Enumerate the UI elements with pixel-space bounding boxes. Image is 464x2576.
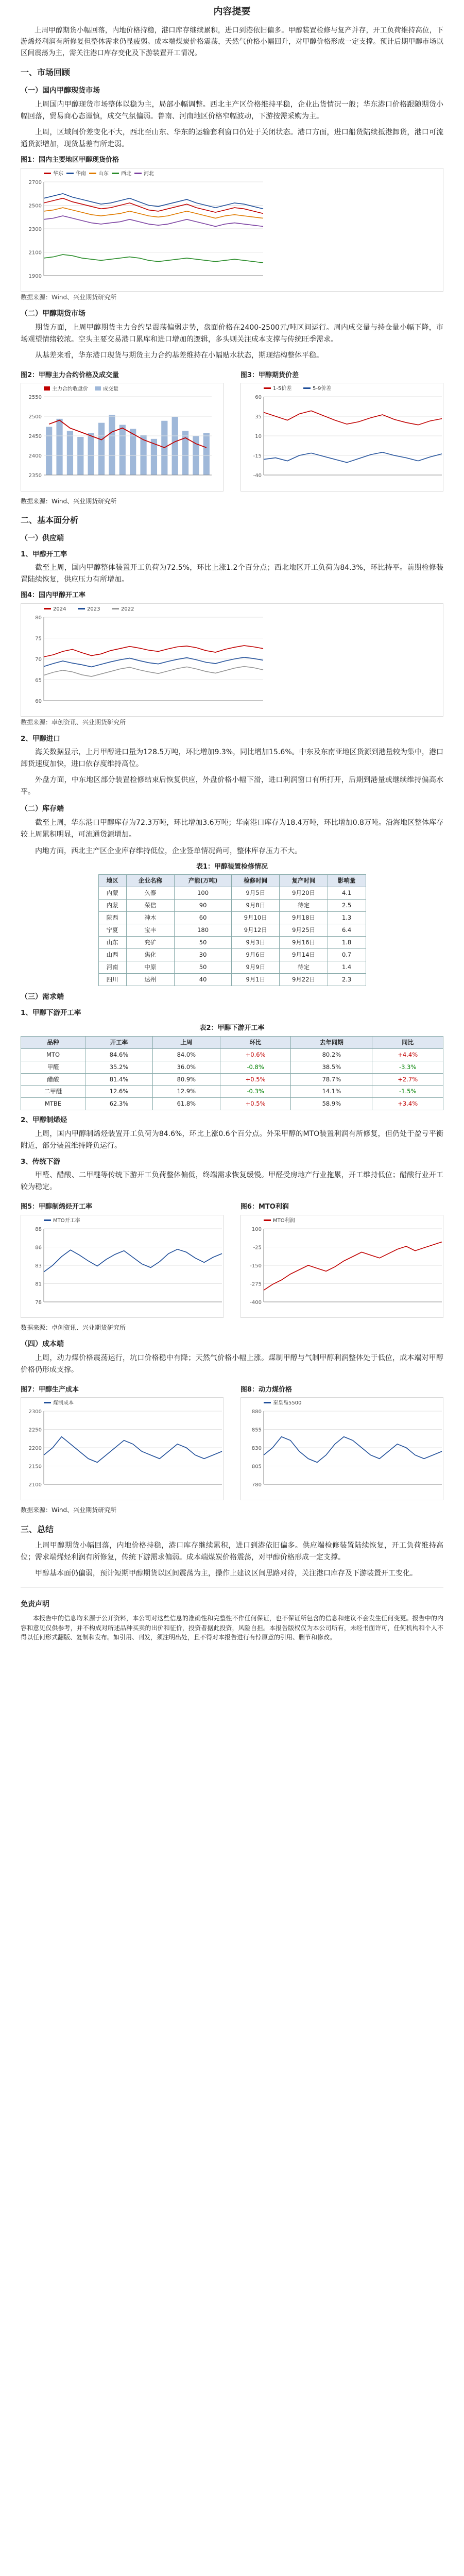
- maintenance-cell: 9月3日: [232, 936, 280, 948]
- chart-svg: [21, 604, 268, 712]
- downstream-cell: 80.9%: [152, 1073, 220, 1086]
- downstream-cell: 84.6%: [85, 1048, 153, 1061]
- downstream-cell: 醋酸: [21, 1073, 85, 1086]
- subsubsection-heading: 1、甲醇下游开工率: [21, 1008, 81, 1017]
- maintenance-cell: 9月6日: [232, 948, 280, 961]
- chart-svg: [21, 383, 227, 486]
- page-bottom-spacer: [21, 1647, 443, 1667]
- y-tick-label: 86: [35, 1245, 42, 1251]
- maintenance-cell: 1.8: [328, 936, 366, 948]
- series-line: [44, 666, 263, 676]
- y-tick-label: 2350: [28, 473, 42, 479]
- maintenance-cell: 9月8日: [232, 900, 280, 912]
- maintenance-cell: 90: [175, 900, 232, 912]
- legend-label: 2024: [53, 606, 66, 612]
- subsection-heading: （二）甲醇期货市场: [21, 309, 85, 318]
- legend-label: 成交量: [103, 386, 118, 393]
- legend-swatch: [44, 1219, 51, 1221]
- paragraph: 截至上周，国内甲醇整体装置开工负荷为72.5%，环比上涨1.2个百分点；西北地区开工负荷为84.3%，环比持平。前期检修装置陆续恢复，供应压力有所增加。: [21, 564, 443, 584]
- figure-source: 数据来源：卓创资讯、兴业期货研究所: [21, 1324, 126, 1331]
- table-row: [21, 1073, 443, 1086]
- maintenance-cell: 9月25日: [280, 924, 328, 936]
- subsubsection-heading: 2、甲醇制烯烃: [21, 1116, 67, 1125]
- chart-operating-rate: [21, 603, 443, 717]
- legend-label: 山东: [98, 171, 109, 177]
- maintenance-cell: 焦化: [126, 948, 174, 961]
- legend-swatch: [44, 173, 51, 174]
- paragraph: 上周国内甲醇现货市场整体以稳为主，局部小幅调整。西北主产区价格维持平稳，企业出货情况一般；华东港口价格跟随期货小幅回落，贸易商心态谨慎，成交气氛偏弱。鲁南、河南地区价格窄幅波动，下游按需采购为主。: [21, 100, 443, 121]
- figure-caption: 图7：甲醇生产成本: [21, 1385, 79, 1394]
- paragraph: 外盘方面，中东地区部分装置检修结束后恢复供应，外盘价格小幅下滑，进口利润窗口有所打开，后期到港量或继续维持偏高水平。: [21, 776, 443, 796]
- legend-swatch: [44, 1402, 51, 1403]
- subsection-heading: （一）国内甲醇现货市场: [21, 86, 100, 95]
- volume-bar: [67, 431, 73, 476]
- y-tick-label: 75: [35, 636, 42, 642]
- subsubsection-heading: 2、甲醇进口: [21, 734, 60, 743]
- y-tick-label: -150: [250, 1263, 262, 1269]
- maintenance-cell: 待定: [280, 961, 328, 973]
- downstream-cell: 62.3%: [85, 1098, 153, 1110]
- y-tick-label: 2100: [28, 250, 42, 256]
- legend-swatch: [264, 387, 271, 389]
- legend-swatch: [303, 387, 311, 389]
- y-tick-label: -275: [250, 1281, 262, 1287]
- paragraph: 上周，国内甲醇制烯烃装置开工负荷为84.6%，环比上涨0.6个百分点。外采甲醇的MTO装置利润有所修复，但仍处于盈亏平衡附近，部分装置维持降负运行。: [21, 1129, 443, 1150]
- maintenance-cell: 50: [175, 961, 232, 973]
- maintenance-cell: 9月5日: [232, 887, 280, 900]
- paragraph: 内地方面，西北主产区企业库存维持低位，企业签单情况尚可，整体库存压力不大。: [35, 846, 302, 855]
- figure-caption: 图4：国内甲醇开工率: [21, 591, 86, 600]
- maintenance-cell: 山西: [98, 948, 126, 961]
- series-line: [264, 411, 442, 425]
- downstream-header-cell: 开工率: [85, 1036, 153, 1048]
- section-heading: 一、市场回顾: [21, 67, 71, 78]
- downstream-cell: 二甲醚: [21, 1086, 85, 1098]
- subsection-heading: （一）供应端: [21, 534, 64, 543]
- volume-bar: [98, 423, 105, 475]
- maintenance-cell: 9月20日: [280, 887, 328, 900]
- y-tick-label: 2300: [28, 226, 42, 232]
- chart-mto-profit: [240, 1215, 443, 1318]
- section-heading: 二、基本面分析: [21, 515, 79, 526]
- paragraph: 从基差来看，华东港口现货与期货主力合约基差维持在小幅贴水状态，期现结构整体平稳。: [35, 351, 323, 360]
- downstream-cell: +0.6%: [220, 1048, 291, 1061]
- volume-bar: [203, 433, 210, 476]
- table-row: [21, 1061, 443, 1073]
- volume-bar: [119, 425, 126, 475]
- y-tick-label: 1900: [28, 273, 42, 279]
- maintenance-cell: 内蒙: [98, 900, 126, 912]
- section-heading: 三、总结: [21, 1524, 54, 1535]
- series-line: [44, 208, 263, 218]
- y-tick-label: 35: [255, 414, 262, 420]
- downstream-header-cell: 品种: [21, 1036, 85, 1048]
- chart-cost: [21, 1397, 224, 1500]
- maintenance-cell: 9月12日: [232, 924, 280, 936]
- disclaimer-title: 免责声明: [21, 1600, 49, 1608]
- y-tick-label: 880: [251, 1409, 262, 1415]
- y-tick-label: 88: [35, 1226, 42, 1232]
- subsubsection-heading: 3、传统下游: [21, 1157, 60, 1166]
- maintenance-header-cell: 检修时间: [232, 875, 280, 887]
- disclaimer-text: 本报告中的信息均来源于公开资料，本公司对这些信息的准确性和完整性不作任何保证，也不保证所包含的信息和建议不会发生任何变更。报告中的内容和意见仅供参考，并不构成对所述品种买卖的出价和征价，投资者据此投资，风险自担。本报告版权仅为本公司所有，未经书面许可，任何机构和个人不得以任何形式翻版、复制和发布。如引用、刊发，须注明出处，且不得对本报告进行有悖原意的引用、删节和修改。: [21, 1615, 443, 1641]
- downstream-cell: 84.0%: [152, 1048, 220, 1061]
- y-tick-label: 70: [35, 656, 42, 663]
- y-tick-label: 2700: [28, 179, 42, 185]
- downstream-cell: +0.5%: [220, 1098, 291, 1110]
- legend-label: 秦皇岛5500: [272, 1400, 302, 1406]
- maintenance-cell: 9月18日: [280, 912, 328, 924]
- paragraph: 截至上周，华东港口甲醇库存为72.3万吨，环比增加3.6万吨；华南港口库存为18.4万吨，环比增加0.8万吨。沿海地区整体库存较上周累积明显，可流通货源增加。: [21, 819, 443, 839]
- maintenance-header-cell: 影响量: [328, 875, 366, 887]
- legend-label: 西北: [121, 171, 131, 177]
- table-row: [98, 973, 366, 986]
- maintenance-cell: 兖矿: [126, 936, 174, 948]
- y-tick-label: 855: [251, 1427, 262, 1433]
- chart-futures-price: [21, 383, 224, 491]
- figure-caption: 图2：甲醇主力合约价格及成交量: [21, 371, 119, 380]
- maintenance-cell: 30: [175, 948, 232, 961]
- maintenance-cell: 2.3: [328, 973, 366, 986]
- y-tick-label: 81: [35, 1281, 42, 1287]
- chart-svg: [241, 1398, 447, 1496]
- y-tick-label: 830: [251, 1446, 262, 1452]
- table-row: [98, 887, 366, 900]
- legend-swatch: [134, 173, 142, 174]
- maintenance-cell: 9月1日: [232, 973, 280, 986]
- paragraph: 上周甲醇期货小幅回落，内地价格持稳，港口库存继续累积，进口到港依旧偏多。供应端检修装置陆续恢复，开工负荷维持高位；需求端烯烃利润有所修复，传统下游需求偏弱。成本端煤炭价格震荡，对甲醇价格形成一定支撑。: [21, 1541, 443, 1562]
- maintenance-cell: 内蒙: [98, 887, 126, 900]
- maintenance-cell: 6.4: [328, 924, 366, 936]
- y-tick-label: 2100: [28, 1482, 42, 1488]
- y-tick-label: 65: [35, 677, 42, 684]
- series-line: [44, 646, 263, 657]
- figure-7: [21, 1384, 224, 1501]
- downstream-cell: -1.5%: [372, 1086, 443, 1098]
- downstream-cell: 12.9%: [152, 1086, 220, 1098]
- table-caption: 表2：甲醇下游开工率: [199, 1024, 265, 1032]
- legend-label: 5-9价差: [312, 386, 332, 392]
- downstream-cell: +3.4%: [372, 1098, 443, 1110]
- maintenance-cell: 陕西: [98, 912, 126, 924]
- figure-source: 数据来源：Wind、兴业期货研究所: [21, 1506, 117, 1514]
- maintenance-cell: 四川: [98, 973, 126, 986]
- downstream-header-cell: 同比: [372, 1036, 443, 1048]
- legend-label: 2022: [121, 606, 134, 612]
- y-tick-label: 10: [255, 434, 262, 440]
- subsubsection-heading: 1、甲醇开工率: [21, 550, 67, 558]
- maintenance-cell: 宝丰: [126, 924, 174, 936]
- maintenance-cell: 50: [175, 936, 232, 948]
- figure-row: [21, 1380, 443, 1506]
- downstream-cell: 甲醛: [21, 1061, 85, 1073]
- maintenance-cell: 180: [175, 924, 232, 936]
- table-row: [21, 1048, 443, 1061]
- maintenance-cell: 荣信: [126, 900, 174, 912]
- figure-6: [240, 1201, 443, 1318]
- downstream-cell: 80.2%: [291, 1048, 372, 1061]
- chart-coal-price: [240, 1397, 443, 1500]
- table-header-row: [21, 1036, 443, 1048]
- downstream-cell: -0.8%: [220, 1061, 291, 1073]
- downstream-cell: +2.7%: [372, 1073, 443, 1086]
- downstream-cell: 58.9%: [291, 1098, 372, 1110]
- figure-4: [21, 590, 443, 727]
- maintenance-cell: 神木: [126, 912, 174, 924]
- table-row: [21, 1086, 443, 1098]
- maintenance-cell: 9月22日: [280, 973, 328, 986]
- maintenance-table: [98, 874, 366, 986]
- volume-bar: [56, 419, 62, 475]
- y-tick-label: 2450: [28, 434, 42, 440]
- figure-caption: 图3：甲醇期货价差: [240, 371, 299, 380]
- maintenance-header-cell: 地区: [98, 875, 126, 887]
- y-tick-label: -25: [253, 1245, 262, 1251]
- paragraph: 海关数据显示，上月甲醇进口量为128.5万吨，环比增加9.3%，同比增加15.6%。中东及东南亚地区货源到港量较为集中，港口卸货速度加快，进口依存度维持高位。: [21, 748, 443, 768]
- maintenance-cell: 40: [175, 973, 232, 986]
- page-title: 内容提要: [213, 6, 251, 17]
- maintenance-header-cell: 产能(万吨): [175, 875, 232, 887]
- legend-swatch: [264, 1219, 271, 1221]
- legend-swatch: [112, 173, 119, 174]
- maintenance-cell: 9月9日: [232, 961, 280, 973]
- legend-swatch: [89, 173, 96, 174]
- legend-label: MTO利润: [272, 1217, 295, 1224]
- y-tick-label: 60: [35, 698, 42, 704]
- legend-label: 河北: [144, 171, 154, 177]
- maintenance-cell: 1.3: [328, 912, 366, 924]
- downstream-cell: 81.4%: [85, 1073, 153, 1086]
- downstream-cell: 14.1%: [291, 1086, 372, 1098]
- maintenance-cell: 久泰: [126, 887, 174, 900]
- legend-label: 煤制成本: [53, 1400, 74, 1406]
- maintenance-cell: 9月16日: [280, 936, 328, 948]
- chart-mto-rate: [21, 1215, 224, 1318]
- paragraph: 期货方面，上周甲醇期货主力合约呈震荡偏弱走势，盘面价格在2400-2500元/吨区间运行。周内成交量与持仓量小幅下降，市场观望情绪较浓。空头主要交易港口累库和进口增加的逻辑，多头则关注成本支撑与传统旺季需求。: [21, 323, 443, 344]
- chart-svg: [21, 1398, 227, 1496]
- maintenance-cell: 2.5: [328, 900, 366, 912]
- maintenance-cell: 中原: [126, 961, 174, 973]
- legend-swatch: [66, 173, 74, 174]
- figure-source: 数据来源：卓创资讯、兴业期货研究所: [21, 718, 126, 726]
- table-row: [98, 900, 366, 912]
- summary-paragraph: 上周甲醇期货小幅回落，内地价格持稳，港口库存继续累积，进口到港依旧偏多。甲醇装置检修与复产并存，开工负荷维持高位，下游烯烃利润有所修复但整体需求仍显疲弱。成本端煤炭价格震荡，天然气价格小幅回升，对甲醇价格形成一定支撑。预计后期甲醇市场以区间震荡为主，需关注港口库存变化及下游装置开工情况。: [21, 26, 443, 58]
- maintenance-cell: 0.7: [328, 948, 366, 961]
- subsection-heading: （二）库存端: [21, 805, 64, 814]
- paragraph: 上周，区域间价差变化不大，西北至山东、华东的运输套利窗口仍处于关闭状态。港口方面，进口船货陆续抵港卸货，港口可流通货源增加，现货基差有所走弱。: [21, 128, 443, 149]
- legend-swatch: [95, 386, 101, 391]
- volume-bar: [46, 427, 52, 476]
- y-tick-label: 780: [251, 1482, 262, 1488]
- chart-spot-price: [21, 168, 443, 292]
- downstream-cell: +0.5%: [220, 1073, 291, 1086]
- y-tick-label: 2250: [28, 1427, 42, 1433]
- paragraph: 上周，动力煤价格震荡运行，坑口价格稳中有降；天然气价格小幅上涨。煤制甲醇与气制甲醇利润整体处于低位，成本端对甲醇价格仍形成支撑。: [21, 1353, 443, 1374]
- downstream-cell: 61.8%: [152, 1098, 220, 1110]
- volume-bar: [172, 417, 178, 475]
- y-tick-label: 2200: [28, 1446, 42, 1452]
- figure-caption: 图1：国内主要地区甲醇现货价格: [21, 156, 119, 164]
- downstream-table: [21, 1036, 443, 1111]
- y-tick-label: 2400: [28, 453, 42, 460]
- figure-3: [240, 370, 443, 492]
- chart-spread: [240, 383, 443, 491]
- legend-swatch: [78, 608, 85, 609]
- y-tick-label: 2550: [28, 395, 42, 401]
- maintenance-header-cell: 企业名称: [126, 875, 174, 887]
- legend-label: 2023: [87, 606, 100, 612]
- series-line: [44, 216, 263, 227]
- figure-source: 数据来源：Wind、兴业期货研究所: [21, 497, 117, 505]
- disclaimer: [21, 1587, 443, 1642]
- table-row: [98, 961, 366, 973]
- legend-swatch: [44, 386, 50, 391]
- downstream-cell: MTO: [21, 1048, 85, 1061]
- table-row: [98, 948, 366, 961]
- maintenance-cell: 60: [175, 912, 232, 924]
- table-row: [98, 912, 366, 924]
- legend-label: 主力合约收盘价: [52, 386, 88, 393]
- legend-label: 1-5价差: [272, 386, 292, 392]
- downstream-cell: -0.3%: [220, 1086, 291, 1098]
- chart-svg: [21, 1215, 227, 1313]
- figure-5: [21, 1201, 224, 1318]
- legend-swatch: [112, 608, 119, 609]
- legend-swatch: [44, 608, 51, 609]
- series-line: [44, 1437, 222, 1463]
- maintenance-cell: 达州: [126, 973, 174, 986]
- maintenance-cell: 100: [175, 887, 232, 900]
- series-line: [264, 1437, 442, 1463]
- downstream-cell: 12.6%: [85, 1086, 153, 1098]
- figure-2: [21, 370, 224, 492]
- volume-bar: [109, 415, 115, 476]
- maintenance-header-cell: 复产时间: [280, 875, 328, 887]
- legend-label: MTO开工率: [53, 1217, 80, 1224]
- table-body: [98, 887, 366, 986]
- figure-1: [21, 155, 443, 302]
- table-row: [98, 936, 366, 948]
- figure-caption: 图5：甲醇制烯烃开工率: [21, 1203, 93, 1211]
- downstream-cell: MTBE: [21, 1098, 85, 1110]
- y-tick-label: 100: [251, 1226, 262, 1232]
- table-row: [21, 1098, 443, 1110]
- maintenance-cell: 河南: [98, 961, 126, 973]
- figure-caption: 图6：MTO利润: [240, 1203, 289, 1211]
- maintenance-cell: 4.1: [328, 887, 366, 900]
- downstream-cell: 36.0%: [152, 1061, 220, 1073]
- legend-swatch: [264, 1402, 271, 1403]
- downstream-cell: 38.5%: [291, 1061, 372, 1073]
- table-header-row: [98, 875, 366, 887]
- paragraph: 甲醛、醋酸、二甲醚等传统下游开工负荷整体偏低，终端需求恢复缓慢。甲醛受房地产行业拖累，开工维持低位；醋酸行业开工较为稳定。: [21, 1171, 443, 1192]
- chart-svg: [21, 168, 268, 287]
- series-line: [264, 1242, 442, 1290]
- subsection-heading: （三）需求端: [21, 992, 64, 1001]
- figure-source: 数据来源：Wind、兴业期货研究所: [21, 293, 117, 301]
- chart-svg: [241, 383, 447, 486]
- y-tick-label: -400: [250, 1299, 262, 1306]
- y-tick-label: 2150: [28, 1464, 42, 1470]
- y-tick-label: 60: [255, 395, 262, 401]
- y-tick-label: 805: [251, 1464, 262, 1470]
- y-tick-label: 2500: [28, 203, 42, 209]
- downstream-cell: -3.3%: [372, 1061, 443, 1073]
- downstream-header-cell: 去年同期: [291, 1036, 372, 1048]
- downstream-cell: 78.7%: [291, 1073, 372, 1086]
- legend-label: 华南: [76, 171, 86, 177]
- subsection-heading: （四）成本端: [21, 1340, 64, 1348]
- maintenance-cell: 9月14日: [280, 948, 328, 961]
- y-tick-label: 2500: [28, 414, 42, 420]
- y-tick-label: -40: [253, 473, 262, 479]
- paragraph: 甲醇基本面仍偏弱，预计短期甲醇期货以区间震荡为主，操作上建议区间思路对待，关注港口库存及下游装置开工变化。: [35, 1569, 417, 1578]
- maintenance-cell: 宁夏: [98, 924, 126, 936]
- table-body: [21, 1048, 443, 1110]
- legend-label: 华东: [53, 171, 63, 177]
- y-tick-label: -15: [253, 453, 262, 460]
- figure-row: [21, 1197, 443, 1323]
- report-page: [10, 0, 454, 1667]
- figure-8: [240, 1384, 443, 1501]
- downstream-cell: +4.4%: [372, 1048, 443, 1061]
- series-line: [44, 194, 263, 209]
- table-row: [98, 924, 366, 936]
- maintenance-cell: 待定: [280, 900, 328, 912]
- downstream-cell: 35.2%: [85, 1061, 153, 1073]
- table-caption: 表1：甲醇装置检修情况: [196, 862, 268, 871]
- y-tick-label: 2300: [28, 1409, 42, 1415]
- maintenance-cell: 9月10日: [232, 912, 280, 924]
- downstream-header-cell: 上周: [152, 1036, 220, 1048]
- maintenance-cell: 1.4: [328, 961, 366, 973]
- series-line: [44, 1249, 222, 1272]
- figure-row: [21, 366, 443, 497]
- chart-svg: [241, 1215, 447, 1313]
- y-tick-label: 83: [35, 1263, 42, 1269]
- y-tick-label: 78: [35, 1299, 42, 1306]
- volume-bar: [88, 433, 94, 476]
- downstream-header-cell: 环比: [220, 1036, 291, 1048]
- series-line: [44, 255, 263, 263]
- series-line: [264, 452, 442, 463]
- maintenance-cell: 山东: [98, 936, 126, 948]
- figure-caption: 图8：动力煤价格: [240, 1385, 292, 1394]
- volume-bar: [77, 437, 83, 475]
- y-tick-label: 80: [35, 615, 42, 621]
